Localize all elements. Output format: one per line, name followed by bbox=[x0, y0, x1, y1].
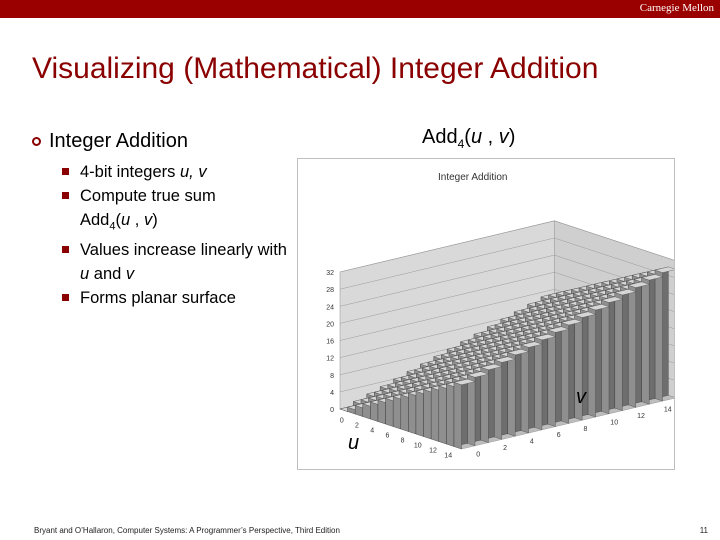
z-tick-label: 16 bbox=[326, 338, 334, 346]
v-tick-label: 14 bbox=[663, 406, 672, 414]
v-tick-label: 12 bbox=[637, 413, 645, 420]
v-tick-label: 6 bbox=[556, 432, 561, 440]
bar-front-face bbox=[601, 300, 609, 414]
sub-bullet-linear bbox=[62, 238, 292, 286]
var-u: u bbox=[120, 211, 131, 229]
bar-front-face bbox=[588, 308, 596, 418]
bar-front-face bbox=[439, 386, 447, 444]
bar-front-face bbox=[615, 293, 623, 411]
bar-front-face bbox=[386, 398, 394, 426]
add-func-name: Add bbox=[422, 126, 458, 148]
bar-front-face bbox=[378, 400, 386, 424]
bullet-text: Integer Addition bbox=[49, 130, 188, 152]
sub-bullet-text: Values increase linearly with bbox=[80, 241, 287, 260]
bar-front-face bbox=[548, 330, 556, 427]
square-bullet-icon bbox=[62, 192, 69, 199]
sub-bullet-text: Forms planar surface bbox=[80, 289, 236, 308]
u-tick-label: 10 bbox=[413, 442, 422, 450]
bar-front-face bbox=[424, 389, 432, 439]
bar-front-face bbox=[454, 382, 462, 449]
u-tick-label: 2 bbox=[355, 422, 359, 430]
bar-front-face bbox=[431, 388, 439, 442]
paren-close: ) bbox=[152, 211, 158, 229]
v-tick-label: 4 bbox=[529, 438, 534, 446]
u-tick-label: 14 bbox=[444, 452, 453, 460]
var-v: v bbox=[498, 126, 509, 148]
bar-front-face bbox=[481, 367, 489, 442]
v-tick-label: 10 bbox=[610, 419, 619, 427]
bar-front-face bbox=[508, 352, 516, 436]
bar-front-face bbox=[467, 375, 475, 446]
u-tick-label: 12 bbox=[429, 447, 437, 455]
sub-bullet-list bbox=[62, 160, 292, 310]
sub-bullet-compute bbox=[62, 184, 292, 238]
z-tick-label: 28 bbox=[326, 287, 334, 295]
bar-front-face bbox=[642, 278, 650, 405]
z-tick-label: 24 bbox=[326, 304, 334, 312]
axis-label-v: v bbox=[576, 386, 586, 408]
bar-front-face bbox=[494, 360, 502, 440]
ring-bullet-icon bbox=[32, 137, 41, 146]
bar-front-face bbox=[561, 323, 569, 424]
plot-heading bbox=[422, 126, 515, 151]
paren-open: ( bbox=[464, 126, 471, 148]
bar-front-face bbox=[401, 395, 409, 432]
bullet-integer-addition bbox=[32, 130, 188, 153]
z-tick-label: 12 bbox=[326, 355, 334, 363]
sub-bullet-4bit bbox=[62, 160, 292, 184]
var-u: u bbox=[80, 265, 90, 284]
separator: , bbox=[482, 126, 499, 148]
v-tick-label: 8 bbox=[583, 425, 588, 433]
z-tick-label: 4 bbox=[330, 389, 334, 397]
add-func-subscript: 4 bbox=[109, 220, 116, 233]
u-tick-label: 4 bbox=[370, 427, 375, 435]
bar-front-face bbox=[521, 345, 529, 433]
square-bullet-icon bbox=[62, 294, 69, 301]
u-tick-label: 0 bbox=[339, 417, 344, 425]
square-bullet-icon bbox=[62, 168, 69, 175]
paren-close: ) bbox=[508, 126, 516, 148]
brand-label: Carnegie Mellon bbox=[639, 2, 714, 14]
bar-front-face bbox=[408, 393, 416, 434]
surface-chart bbox=[298, 159, 674, 469]
z-tick-label: 0 bbox=[330, 407, 334, 414]
bar-front-face bbox=[534, 337, 542, 429]
top-bar bbox=[0, 0, 720, 18]
footer-citation: Bryant and O’Hallaron, Computer Systems: A Programmer’s Perspective, Third Edition bbox=[34, 526, 340, 535]
add-func-subscript: 4 bbox=[457, 137, 465, 151]
chart-title: Integer Addition bbox=[438, 172, 508, 183]
bar-front-face bbox=[393, 397, 401, 430]
z-tick-label: 32 bbox=[326, 270, 334, 277]
bar-front-face bbox=[416, 391, 424, 436]
v-tick-label: 0 bbox=[476, 451, 481, 459]
separator: , bbox=[130, 211, 144, 229]
sub-bullet-planar bbox=[62, 286, 292, 310]
z-tick-label: 8 bbox=[330, 372, 334, 380]
var-v: v bbox=[143, 211, 153, 229]
axis-label-u: u bbox=[348, 432, 360, 454]
bar-front-face bbox=[655, 270, 663, 401]
v-tick-label: 2 bbox=[503, 445, 508, 452]
var-u: u bbox=[470, 126, 483, 148]
paren-open: ( bbox=[115, 211, 121, 229]
bar-front-face bbox=[446, 384, 454, 446]
sub-bullet-vars: u, v bbox=[179, 163, 207, 181]
slide-title: Visualizing (Mathematical) Integer Addition bbox=[32, 52, 599, 85]
bar-front-face bbox=[363, 404, 371, 419]
sub-bullet-text: Compute true sum bbox=[80, 187, 216, 205]
u-tick-label: 8 bbox=[400, 437, 405, 445]
square-bullet-icon bbox=[62, 246, 69, 253]
bar-front-face bbox=[628, 285, 636, 407]
var-v: v bbox=[125, 265, 135, 284]
u-tick-label: 6 bbox=[385, 432, 390, 440]
bar-front-face bbox=[370, 402, 378, 422]
chart-panel bbox=[297, 158, 675, 470]
z-tick-label: 20 bbox=[326, 321, 334, 329]
conj-and: and bbox=[89, 265, 126, 284]
add-func-name: Add bbox=[80, 211, 110, 229]
page-number: 11 bbox=[699, 526, 708, 535]
sub-bullet-text: 4-bit integers bbox=[80, 163, 180, 181]
